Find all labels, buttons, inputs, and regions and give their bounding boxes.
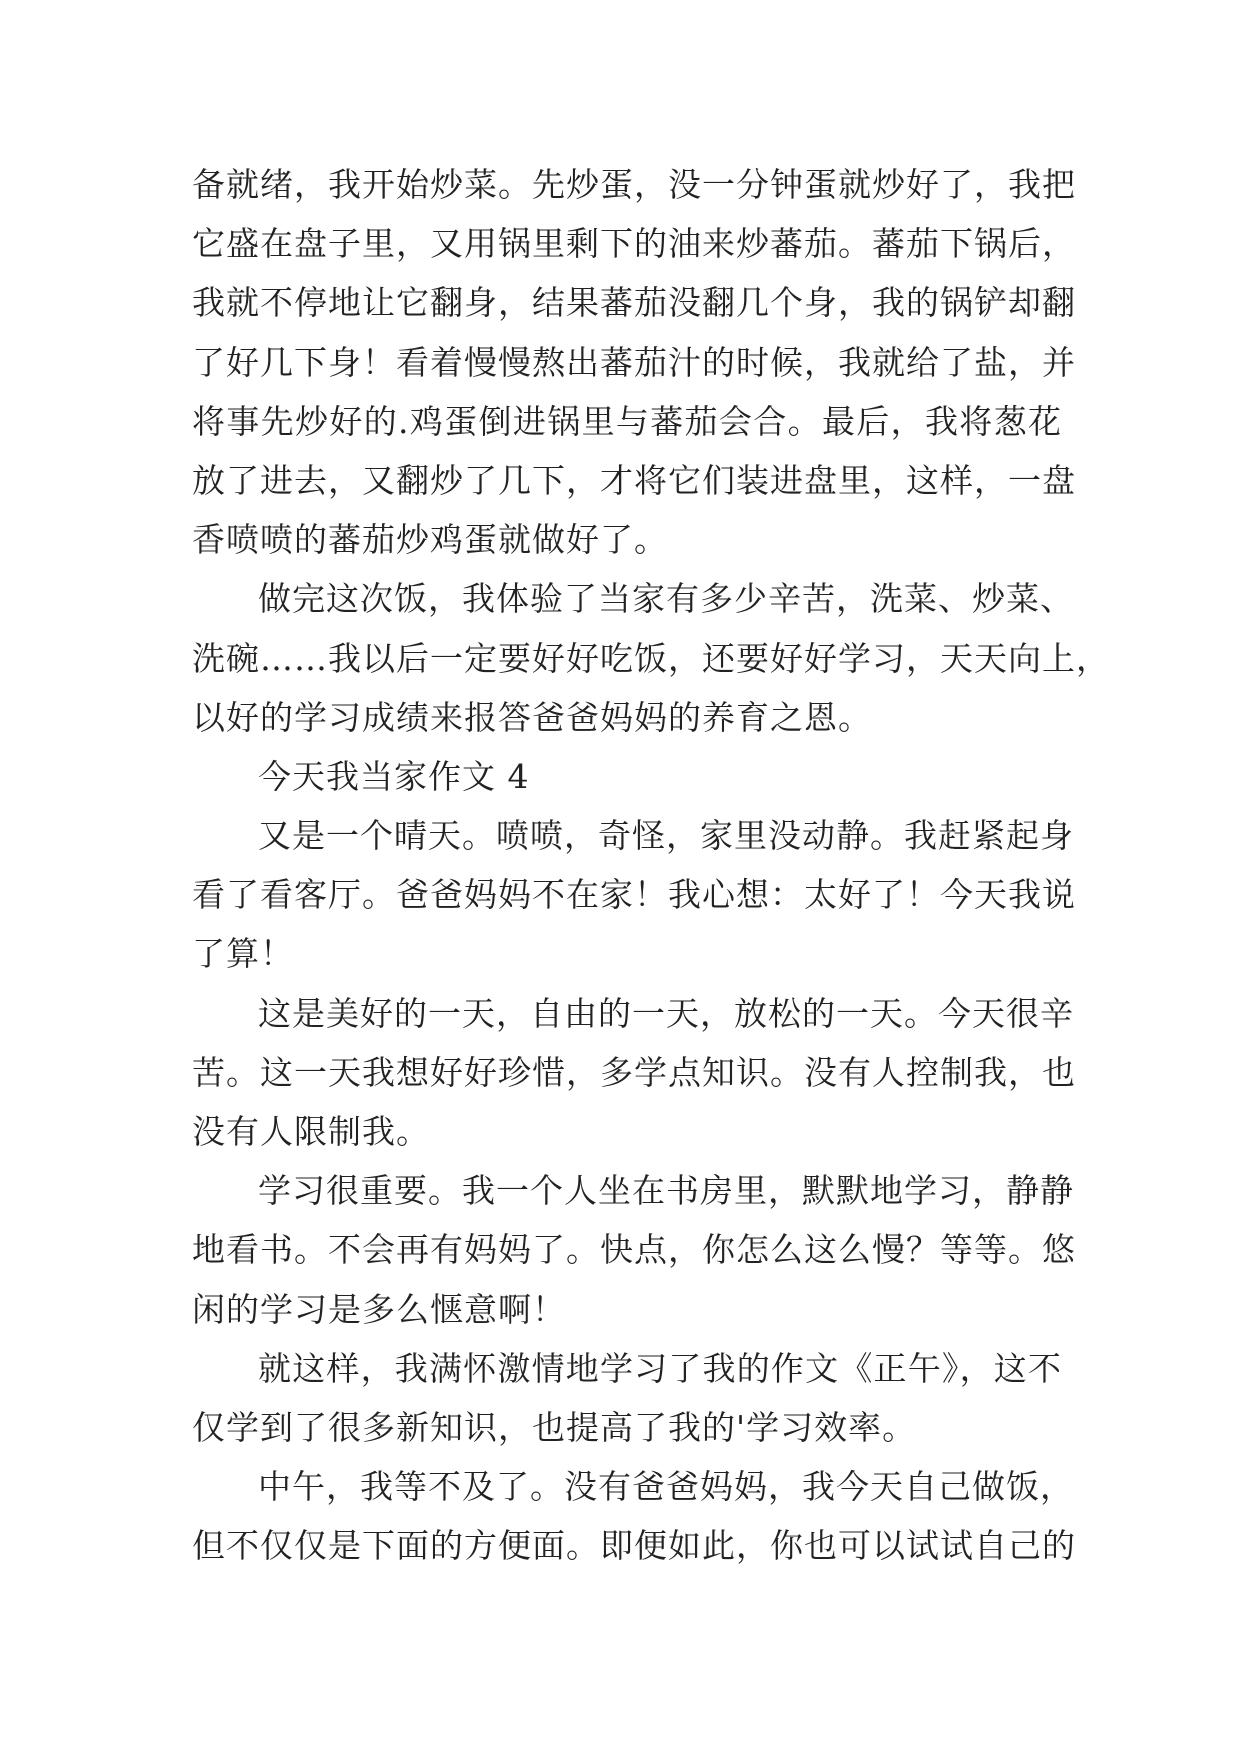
text-line: 它盛在盘子里，又用锅里剩下的油来炒蕃茄。蕃茄下锅后， (192, 224, 1076, 264)
text-line: 了好几下身！看着慢慢熬出蕃茄汁的时候，我就给了盐，并 (192, 342, 1076, 382)
paragraph-start-line: 就这样，我满怀激情地学习了我的作文《正午》，这不 (258, 1348, 1062, 1388)
document-body (192, 155, 1110, 1576)
paragraph-start-line: 这是美好的一天，自由的一天，放松的一天。今天很辛 (258, 993, 1074, 1033)
text-line: 了算！ (192, 934, 294, 974)
text-line: 备就绪，我开始炒菜。先炒蛋，没一分钟蛋就炒好了，我把 (192, 165, 1076, 204)
text-line: 放了进去，又翻炒了几下，才将它们装进盘里，这样，一盘 (192, 460, 1076, 500)
text-line: 看了看客厅。爸爸妈妈不在家！我心想：太好了！今天我说 (192, 875, 1076, 915)
paragraph-start-line: 中午，我等不及了。没有爸爸妈妈，我今天自己做饭， (258, 1467, 1074, 1507)
text-line: 洗碗……我以后一定要好好吃饭，还要好好学习，天天向上， (192, 638, 1110, 678)
text-line: 将事先炒好的.鸡蛋倒进锅里与蕃茄会合。最后，我将葱花 (192, 401, 1062, 441)
paragraph-start-line: 又是一个晴天。喷喷，奇怪，家里没动静。我赶紧起身 (258, 816, 1074, 856)
section-heading: 今天我当家作文 4 (258, 756, 530, 796)
text-line: 没有人限制我。 (192, 1112, 430, 1151)
text-line: 闲的学习是多么惬意啊！ (192, 1289, 566, 1329)
text-line: 以好的学习成绩来报答爸爸妈妈的养育之恩。 (192, 697, 872, 737)
text-line: 仅学到了很多新知识，也提高了我的'学习效率。 (192, 1407, 917, 1447)
paragraph-start-line: 做完这次饭，我体验了当家有多少辛苦，洗菜、炒菜、 (258, 579, 1074, 619)
text-line: 地看书。不会再有妈妈了。快点，你怎么这么慢？等等。悠 (192, 1230, 1076, 1270)
text-line: 但不仅仅是下面的方便面。即便如此，你也可以试试自己的 (192, 1526, 1076, 1566)
paragraph-start-line: 学习很重要。我一个人坐在书房里，默默地学习，静静 (258, 1171, 1074, 1211)
text-line: 苦。这一天我想好好珍惜，多学点知识。没有人控制我，也 (192, 1052, 1076, 1092)
text-line: 我就不停地让它翻身，结果蕃茄没翻几个身，我的锅铲却翻 (192, 283, 1076, 323)
text-line: 香喷喷的蕃茄炒鸡蛋就做好了。 (192, 520, 668, 560)
